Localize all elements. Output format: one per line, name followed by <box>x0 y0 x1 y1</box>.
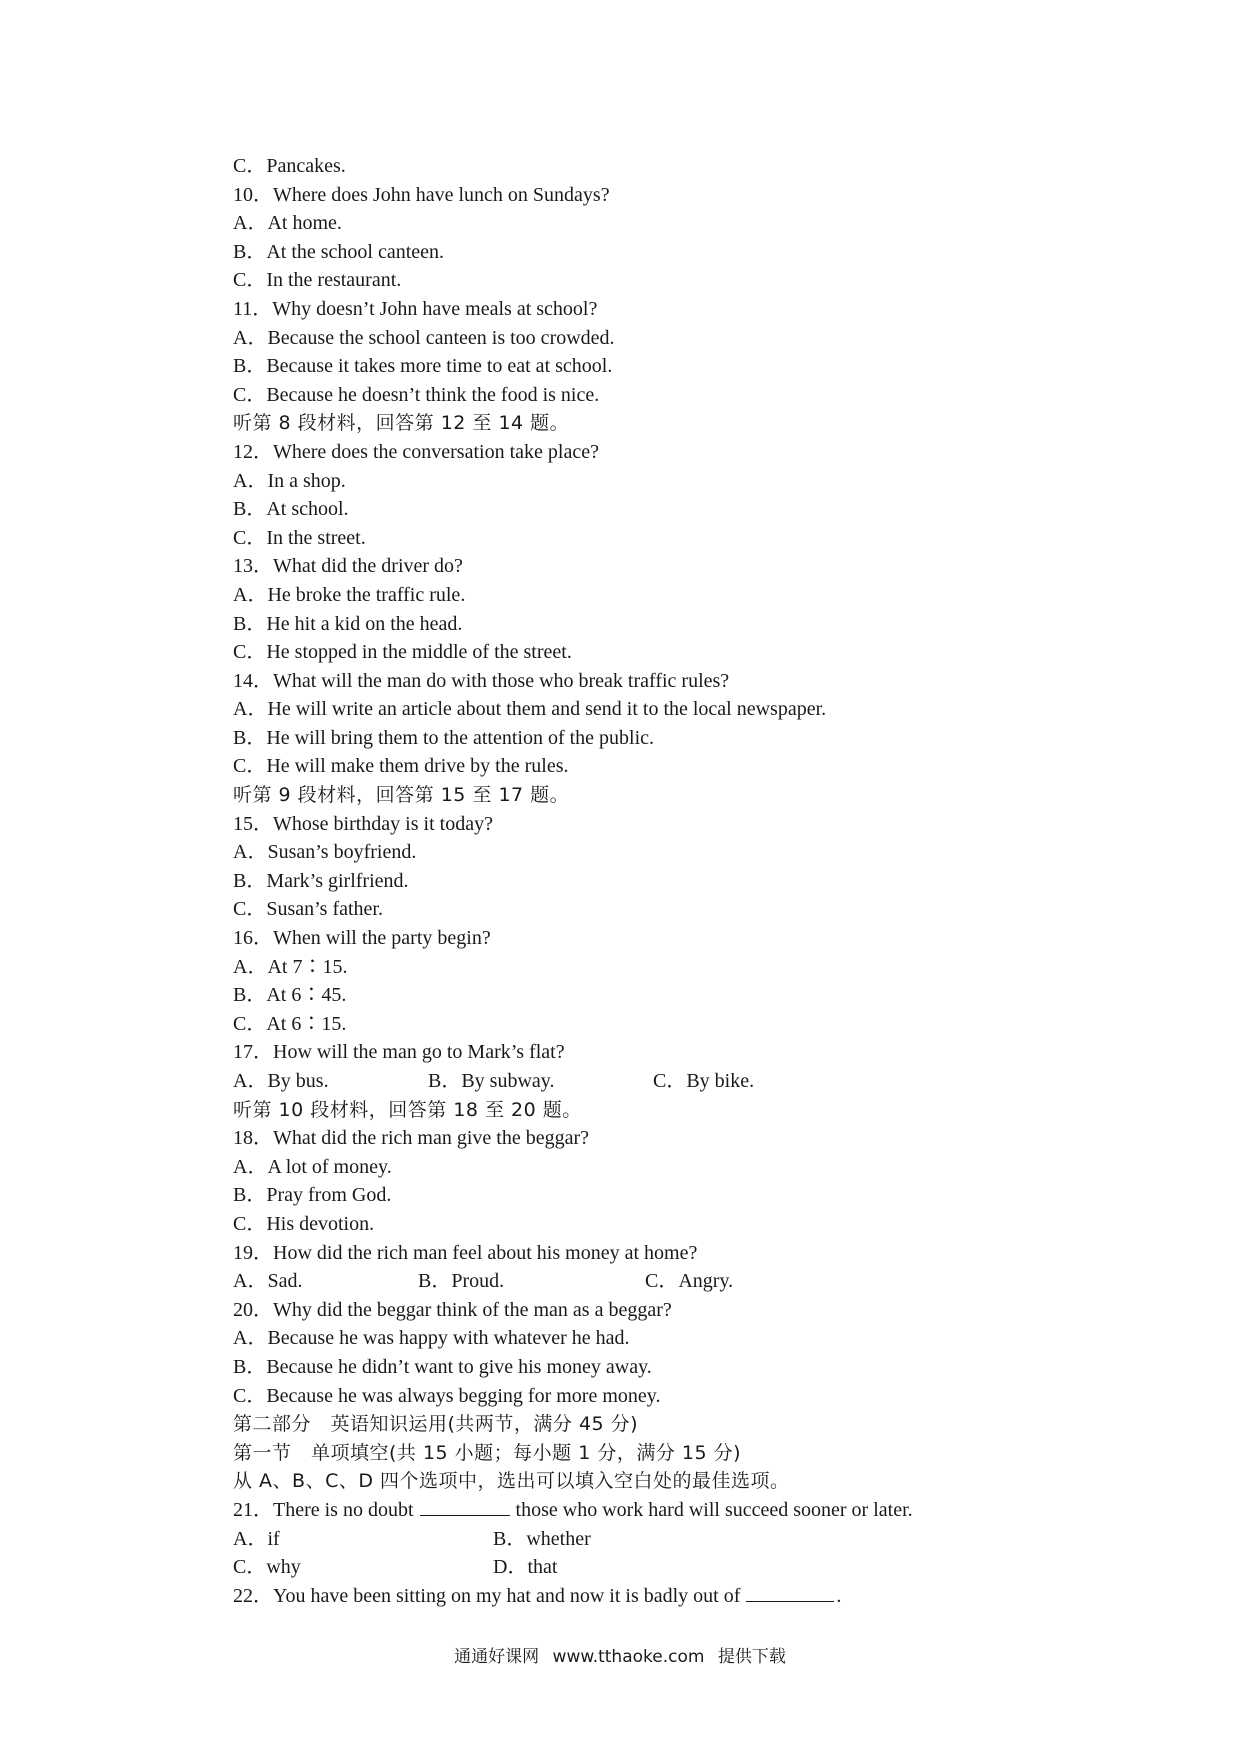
question-10-option-a: A．At home. <box>233 212 342 235</box>
question-16: 16．When will the party begin? <box>233 927 491 950</box>
question-13-option-b: B．He hit a kid on the head. <box>233 612 463 635</box>
question-21-options-row-2 <box>233 1553 1033 1582</box>
question-16-option-a: A．At 7∶15. <box>233 955 348 978</box>
answer-blank <box>746 1583 834 1602</box>
question-19: 19．How did the rich man feel about his money at home? <box>233 1241 698 1264</box>
footer-url: www.tthaoke.com <box>552 1647 705 1667</box>
question-12-option-c: C．In the street. <box>233 526 366 549</box>
question-19-option-b: B．Proud. <box>418 1270 505 1293</box>
part-two-heading: 第二部分 英语知识运用(共两节，满分 45 分) <box>233 1413 639 1436</box>
question-14: 14．What will the man do with those who break traffic rules? <box>233 669 730 692</box>
question-12-option-a: A．In a shop. <box>233 469 346 492</box>
question-17-option-b: B．By subway. <box>428 1070 555 1092</box>
exam-content <box>233 152 1033 1610</box>
question-20-option-a: A．Because he was happy with whatever he had. <box>233 1327 630 1350</box>
question-20-option-c: C．Because he was always begging for more money. <box>233 1384 661 1407</box>
question-16-option-c: C．At 6∶15. <box>233 1012 347 1035</box>
question-21-option-d: D．that <box>493 1556 558 1579</box>
question-12: 12．Where does the conversation take place? <box>233 440 599 463</box>
question-19-option-a: A．Sad. <box>233 1270 303 1293</box>
question-22-suffix: . <box>836 1584 842 1607</box>
question-21-option-a: A．if <box>233 1527 280 1550</box>
question-19-option-c: C．Angry. <box>645 1270 734 1293</box>
question-18-option-c: C．His devotion. <box>233 1212 375 1235</box>
question-12-option-b: B．At school. <box>233 498 349 521</box>
question-11: 11．Why doesn’t John have meals at school? <box>233 297 598 320</box>
question-20: 20．Why did the beggar think of the man as a beggar? <box>233 1298 672 1321</box>
question-17-option-a: A．By bus. <box>233 1070 329 1092</box>
instructions: 从 A、B、C、D 四个选项中，选出可以填入空白处的最佳选项。 <box>233 1470 790 1493</box>
question-10-option-b: B．At the school canteen. <box>233 240 445 263</box>
question-15-option-c: C．Susan’s father. <box>233 898 383 921</box>
question-17-options <box>233 1067 1033 1096</box>
question-14-option-b: B．He will bring them to the attention of the public. <box>233 726 655 749</box>
question-11-option-a: A．Because the school canteen is too crowded. <box>233 326 615 349</box>
question-16-option-b: B．At 6∶45. <box>233 984 347 1007</box>
answer-blank <box>420 1497 510 1516</box>
question-19-options <box>233 1267 1033 1296</box>
footer-site-name: 通通好课网 <box>454 1647 540 1667</box>
question-21-option-c: C．why <box>233 1556 301 1579</box>
question-11-option-b: B．Because it takes more time to eat at school. <box>233 355 613 378</box>
section-one-heading: 第一节 单项填空(共 15 小题；每小题 1 分，满分 15 分) <box>233 1441 742 1464</box>
section-heading-10: 听第 10 段材料，回答第 18 至 20 题。 <box>233 1098 582 1121</box>
question-14-option-c: C．He will make them drive by the rules. <box>233 755 569 778</box>
question-21-option-b: B．whether <box>493 1527 591 1550</box>
question-20-option-b: B．Because he didn’t want to give his money away. <box>233 1355 652 1378</box>
question-15-option-a: A．Susan’s boyfriend. <box>233 841 417 864</box>
question-21-options-row-1 <box>233 1525 1033 1554</box>
question-22-prefix: 22．You have been sitting on my hat and now it is badly out of <box>233 1584 741 1607</box>
question-21-prefix: 21．There is no doubt <box>233 1498 414 1521</box>
question-14-option-a: A．He will write an article about them and send it to the local newspaper. <box>233 698 827 721</box>
question-11-option-c: C．Because he doesn’t think the food is nice. <box>233 383 600 406</box>
question-18-option-a: A．A lot of money. <box>233 1155 392 1178</box>
question-15-option-b: B．Mark’s girlfriend. <box>233 869 409 892</box>
question-13: 13．What did the driver do? <box>233 555 463 578</box>
question-13-option-a: A．He broke the traffic rule. <box>233 583 466 606</box>
question-13-option-c: C．He stopped in the middle of the street. <box>233 641 572 664</box>
question-21-suffix: those who work hard will succeed sooner or later. <box>515 1498 913 1521</box>
question-18: 18．What did the rich man give the beggar? <box>233 1127 589 1150</box>
page-footer <box>0 1642 1240 1667</box>
question-22 <box>233 1582 1033 1611</box>
question-17-option-c: C．By bike. <box>653 1070 755 1092</box>
question-18-option-b: B．Pray from God. <box>233 1184 392 1207</box>
question-10-option-c: C．In the restaurant. <box>233 269 402 292</box>
question-21 <box>233 1496 1033 1525</box>
section-heading-8: 听第 8 段材料，回答第 12 至 14 题。 <box>233 412 570 435</box>
question-17: 17．How will the man go to Mark’s flat? <box>233 1041 565 1064</box>
section-heading-9: 听第 9 段材料，回答第 15 至 17 题。 <box>233 784 570 807</box>
question-15: 15．Whose birthday is it today? <box>233 812 493 835</box>
footer-note: 提供下载 <box>717 1647 786 1667</box>
question-10: 10．Where does John have lunch on Sundays? <box>233 183 610 206</box>
option-c-pancakes: C．Pancakes. <box>233 155 346 177</box>
